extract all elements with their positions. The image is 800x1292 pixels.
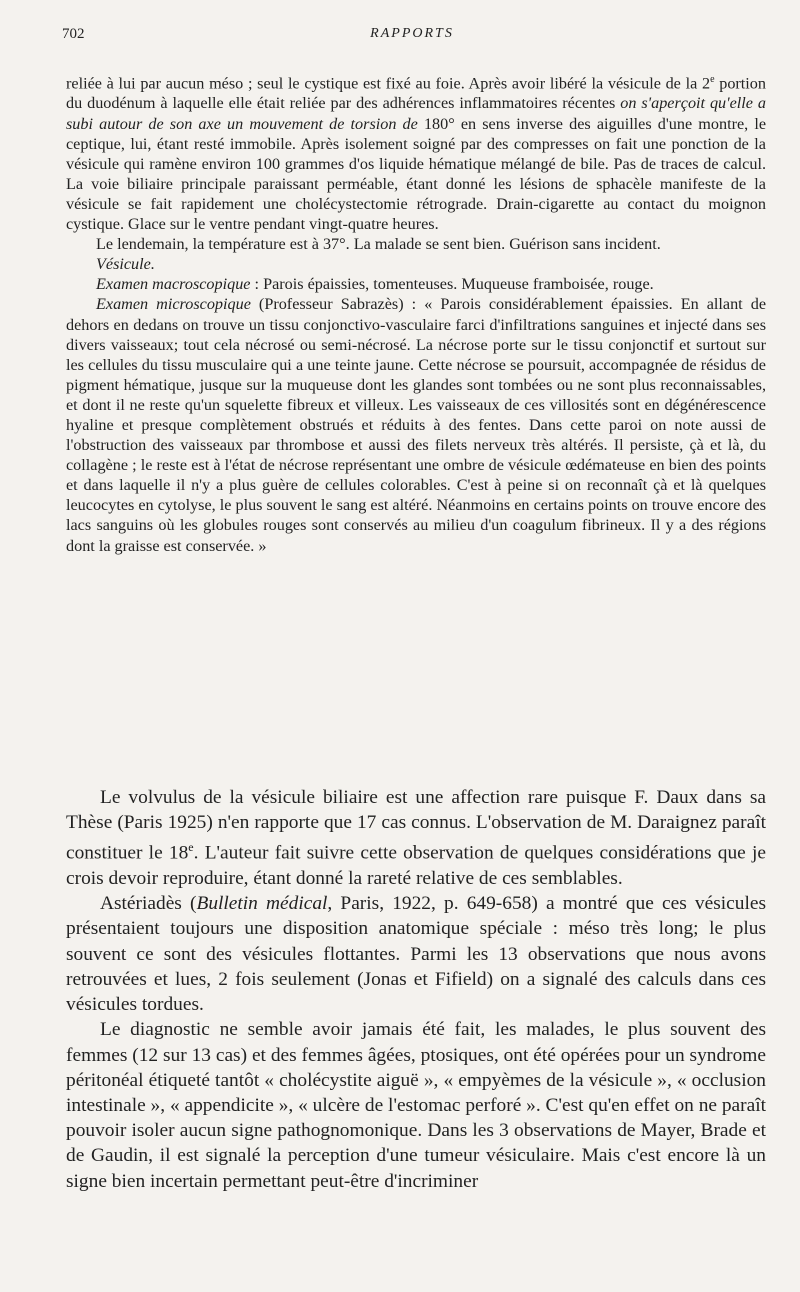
- paragraph-diagnosis: Le diagnostic ne semble avoir jamais été fait, les malades, le plus souvent des femmes (12 sur 13 cas) et des femmes âgées, ptosiques, ont été opérées pour un syndrome péritonéal étiqueté tantôt « cholécystite aiguë », « empyèmes de la vésicule », « occlusion intestinale », « appendicite », « ulcère de l'estomac perforé ». C'est qu'en effet on ne paraît pouvoir isoler aucun signe pathognomonique. Dans les 3 observations de Mayer, Brade et de Gaudin, il est signalé la perception d'une tumeur vésiculaire. Mais c'est encore là un signe bien incertain permettant peut-être d'incriminer: [66, 1019, 766, 1192]
- paragraph-macroscopic: Examen macroscopique : Parois épaissies, tomenteuses. Muqueuse framboisée, rouge.: [96, 275, 654, 294]
- discussion-text: [66, 785, 766, 1194]
- page-number: 702: [62, 26, 85, 42]
- running-title: RAPPORTS: [370, 26, 454, 41]
- paragraph-follow-up: Le lendemain, la température est à 37°. La malade se sent bien. Guérison sans incident.: [96, 235, 661, 254]
- paragraph-operation: reliée à lui par aucun méso ; seul le cystique est fixé au foie. Après avoir libéré la vésicule de la 2e portion du duodénum à laquelle elle était reliée par des adhérences inflammatoires récentes on s'aperçoit qu'elle a subi autour de son axe un mouvement de torsion de 180° en sens inverse des aiguilles d'une montre, le ceptique, lui, étant resté immobile. Après isolement soigné par des compresses on fait une ponction de la vésicule qui ramène environ 100 grammes d'os liquide hématique mélangé de bile. Pas de traces de calcul. La voie biliaire principale paraissant perméable, étant donné les lésions de sphacèle manifeste de la vésicule se fait rapidement une cholécystectomie rétrograde. Drain-cigarette au contact du moignon cystique. Glace sur le ventre pendant vingt-quatre heures.: [66, 74, 767, 234]
- paragraph-vesicule-heading: Vésicule.: [96, 255, 155, 274]
- paragraph-asteriades: Astériadès (Bulletin médical, Paris, 1922, p. 649-658) a montré que ces vésicules présentaient toujours une disposition anatomique spéciale : méso très long; le plus souvent ce sont des vésicules flottantes. Parmi les 13 observations que nous avons retrouvées et lues, 2 fois seulement (Jonas et Fifield) on a signalé des calculs dans ces vésicules tordues.: [66, 893, 766, 1016]
- paragraph-microscopic: Examen microscopique (Professeur Sabrazès) : « Parois considérablement épaissies. En allant de dehors en dedans on trouve un tissu conjonctivo-vasculaire farci d'infiltrations sanguines et injecté dans ses divers vaisseaux; tout cela nécrosé ou semi-nécrosé. La nécrose porte sur le tissu conjonctif et surtout sur les cellules du tissu musculaire qui a une teinte jaune. Cette nécrose se poursuit, accompagnée de résidus de pigment hématique, jusque sur la muqueuse dont les glandes sont tombées ou ne sont plus reconnaissables, et dont il ne reste qu'un squelette fibreux et villeux. Les vaisseaux de ces villosités sont en dégénérescence hyaline et presque complètement obstrués et réduits à des fentes. Dans cette paroi on note aussi de l'obstruction des vaisseaux par thrombose et aussi des filets nerveux très altérés. Il persiste, çà et là, du collagène ; le reste est à l'état de nécrose représentant une ombre de vésicule œdémateuse en bien des points et dans laquelle il n'y a plus guère de cellules colorables. C'est à peine si on reconnaît çà et là quelques leucocytes en cytolyse, le plus souvent le sang est altéré. Néanmoins en certains points on trouve encore des lacs sanguins où les globules rouges sont conservés au milieu d'un coagulum fibrineux. Il y a des régions dont la graisse est conservée. »: [66, 295, 766, 555]
- paragraph-rarity: Le volvulus de la vésicule biliaire est une affection rare puisque F. Daux dans sa Thèse (Paris 1925) n'en rapporte que 17 cas connus. L'observation de M. Daraignez paraît constituer le 18e. L'auteur fait suivre cette observation de quelques considérations que je crois devoir reproduire, étant donné la rareté relative de ces semblables.: [66, 787, 766, 890]
- case-report-text: [66, 70, 766, 556]
- page-header: [62, 26, 762, 50]
